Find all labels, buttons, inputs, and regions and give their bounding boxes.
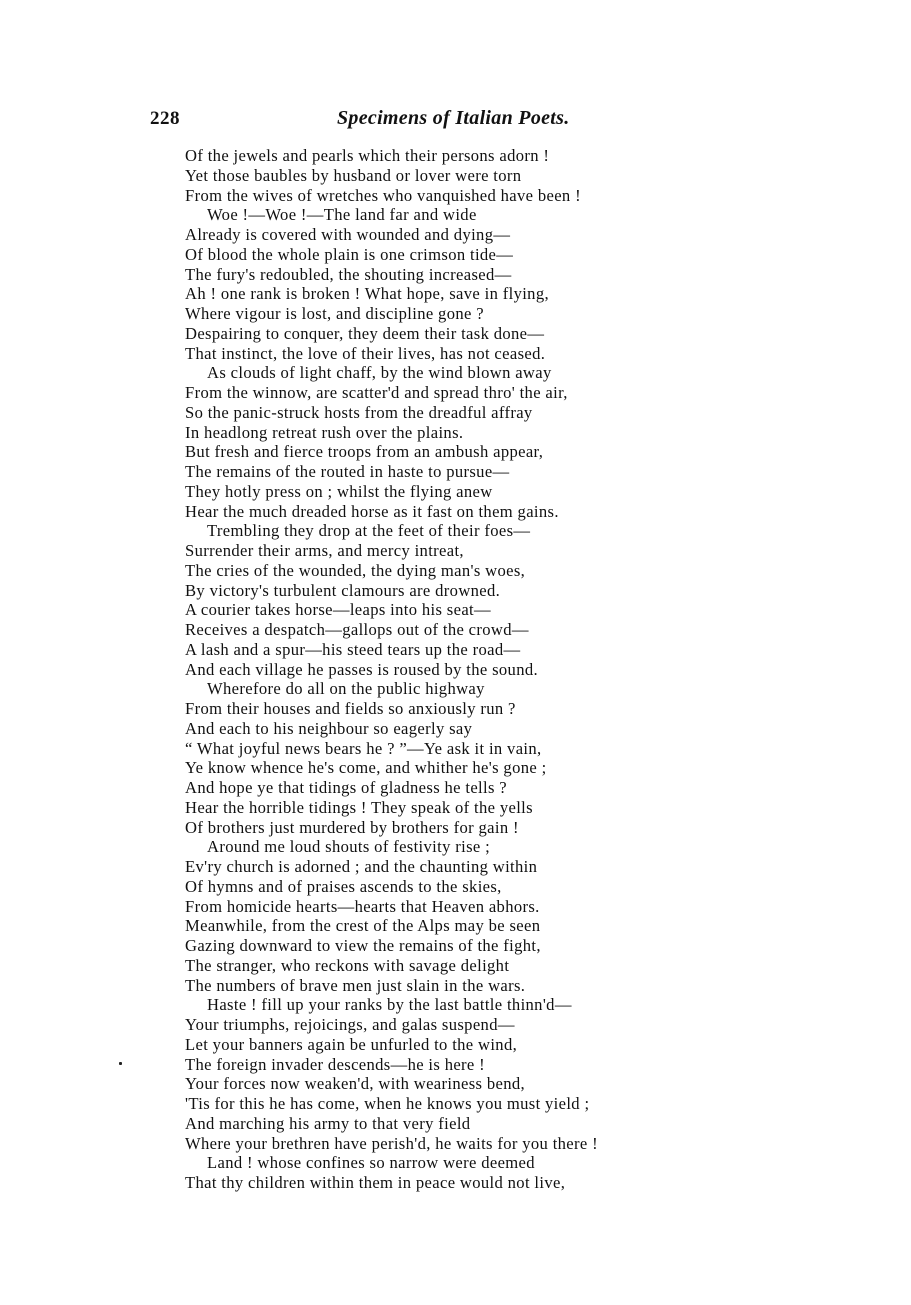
poem-line: In headlong retreat rush over the plains. <box>185 422 464 442</box>
poem-line: Trembling they drop at the feet of their foes— <box>207 521 531 541</box>
poem-line: Your triumphs, rejoicings, and galas suspend— <box>185 1015 515 1034</box>
poem-line: From homicide hearts—hearts that Heaven abhors. <box>185 896 540 916</box>
poem-line: That thy children within them in peace would not live, <box>185 1173 566 1192</box>
poem-line: Where your brethren have perish'd, he waits for you there ! <box>185 1133 598 1153</box>
poem-line: The foreign invader descends—he is here ! <box>185 1054 486 1074</box>
poem-line: Land ! whose confines so narrow were deemed <box>207 1153 535 1173</box>
poem-line: Your forces now weaken'd, with weariness bend, <box>185 1074 525 1094</box>
poem-line: Despairing to conquer, they deem their task done— <box>185 323 545 343</box>
poem-line: Already is covered with wounded and dying— <box>185 225 511 244</box>
poem-line: They hotly press on ; whilst the flying anew <box>185 481 493 501</box>
poem-line: Of blood the whole plain is one crimson tide— <box>185 244 514 264</box>
page-number: 228 <box>150 108 180 129</box>
poem-line: Hear the horrible tidings ! They speak of the yells <box>185 797 533 817</box>
poem-line: Surrender their arms, and mercy intreat, <box>185 541 464 560</box>
poem-line: And hope ye that tidings of gladness he tells ? <box>185 778 507 797</box>
poem-line: By victory's turbulent clamours are drowned. <box>185 580 501 600</box>
poem-line: From the wives of wretches who vanquished have been ! <box>185 185 581 205</box>
poem-line: The remains of the routed in haste to pursue— <box>185 462 510 481</box>
poem-line: From their houses and fields so anxiously run ? <box>185 699 516 718</box>
poem-line: Meanwhile, from the crest of the Alps may be seen <box>185 916 541 936</box>
poem-line: 'Tis for this he has come, when he knows you must yield ; <box>185 1094 590 1113</box>
poem-line: Ah ! one rank is broken ! What hope, save in flying, <box>185 284 549 304</box>
poem-body <box>185 146 745 1193</box>
poem-line: The cries of the wounded, the dying man's woes, <box>185 560 526 580</box>
poem-line: Of hymns and of praises ascends to the skies, <box>185 876 502 896</box>
poem-line: Of the jewels and pearls which their persons adorn ! <box>185 146 550 165</box>
poem-line: As clouds of light chaff, by the wind blown away <box>207 363 552 383</box>
poem-line: Where vigour is lost, and discipline gone ? <box>185 304 484 323</box>
poem-line: Woe !—Woe !—The land far and wide <box>207 205 477 225</box>
poem-line: Hear the much dreaded horse as it fast on them gains. <box>185 501 559 521</box>
poem-line: Let your banners again be unfurled to the wind, <box>185 1034 518 1054</box>
poem-line: Gazing downward to view the remains of the fight, <box>185 936 541 955</box>
poem-line: “ What joyful news bears he ? ”—Ye ask it in vain, <box>185 738 542 758</box>
poem-line: Wherefore do all on the public highway <box>207 679 485 699</box>
poem-line: That instinct, the love of their lives, has not ceased. <box>185 343 546 363</box>
poem-line: Receives a despatch—gallops out of the crowd— <box>185 620 529 639</box>
poem-line: Yet those baubles by husband or lover were torn <box>185 165 522 185</box>
poem-line: And each to his neighbour so eagerly say <box>185 718 473 738</box>
poem-line: Around me loud shouts of festivity rise ; <box>207 837 491 857</box>
poem-line: Of brothers just murdered by brothers for gain ! <box>185 817 519 837</box>
poem-line: The stranger, who reckons with savage delight <box>185 955 510 975</box>
poem-line: And each village he passes is roused by the sound. <box>185 659 538 679</box>
poem-line: But fresh and fierce troops from an ambush appear, <box>185 442 544 462</box>
poem-line: Haste ! fill up your ranks by the last battle thinn'd— <box>207 995 572 1015</box>
poem-line: And marching his army to that very field <box>185 1113 471 1133</box>
poem-line: The numbers of brave men just slain in the wars. <box>185 975 526 995</box>
poem-line: Ye know whence he's come, and whither he's gone ; <box>185 758 547 778</box>
poem-line: A lash and a spur—his steed tears up the road— <box>185 639 521 659</box>
margin-speck <box>119 1062 122 1065</box>
running-head: Specimens of Italian Poets. <box>337 107 570 129</box>
poem-line: From the winnow, are scatter'd and spread thro' the air, <box>185 383 568 402</box>
poem-line: So the panic-struck hosts from the dreadful affray <box>185 402 533 422</box>
poem-line: Ev'ry church is adorned ; and the chaunting within <box>185 857 538 876</box>
poem-line: The fury's redoubled, the shouting increased— <box>185 264 512 284</box>
poem-line: A courier takes horse—leaps into his seat— <box>185 600 491 620</box>
